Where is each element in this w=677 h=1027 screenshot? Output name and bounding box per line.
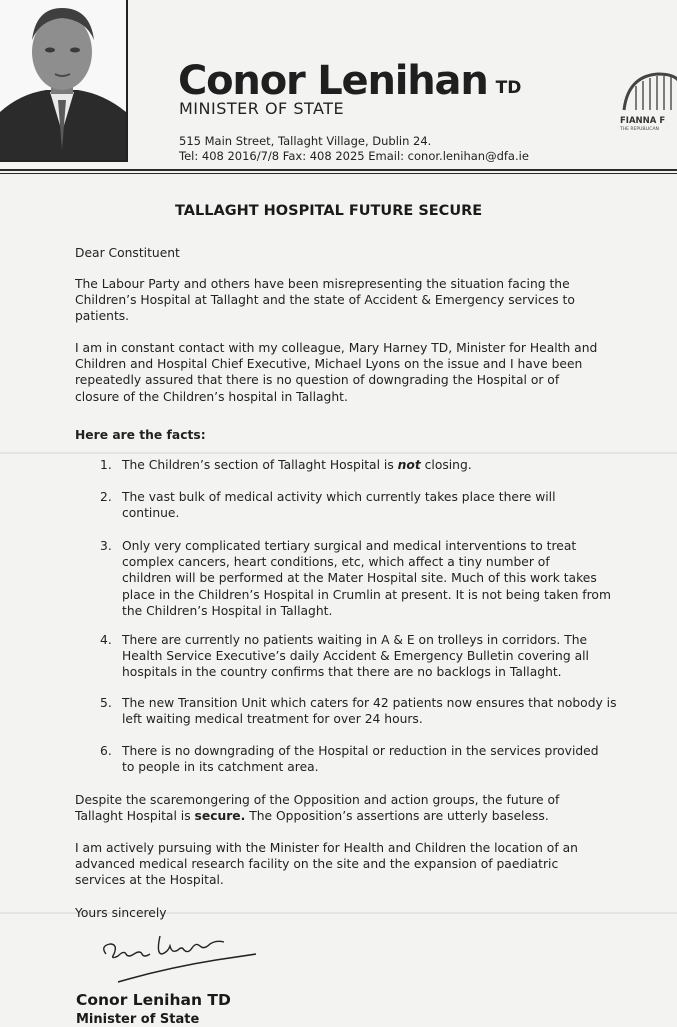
signoff-name: Conor Lenihan TD xyxy=(76,991,231,1009)
fact-line: There are currently no patients waiting in A & E on trolleys in corridors. The xyxy=(122,633,588,647)
harp-icon xyxy=(618,66,677,116)
fact-number: 4. xyxy=(100,633,112,647)
fact-line: to people in its catchment area. xyxy=(122,760,319,775)
fact-2 xyxy=(122,489,556,521)
signoff-title: Minister of State xyxy=(76,1012,200,1027)
fact-4 xyxy=(122,632,589,681)
paragraph-1 xyxy=(75,276,575,325)
fact-line: continue. xyxy=(122,506,180,521)
portrait-photo xyxy=(0,0,128,162)
facts-heading: Here are the facts: xyxy=(75,428,206,442)
paragraph-line: I am in constant contact with my colleague, Mary Harney TD, Minister for Health and xyxy=(75,341,598,355)
paragraph-2 xyxy=(75,340,597,405)
paragraph-line: patients. xyxy=(75,309,130,324)
logo-text: FIANNA F xyxy=(620,116,666,126)
name-suffix: TD xyxy=(495,78,522,98)
paragraph-line: services at the Hospital. xyxy=(75,873,224,888)
fact-6 xyxy=(122,743,599,775)
handwritten-signature xyxy=(96,924,266,984)
paper-fold-line xyxy=(0,452,677,454)
paragraph-3 xyxy=(75,792,559,824)
fact-line: Only very complicated tertiary surgical and medical interventions to treat xyxy=(122,539,577,553)
letterhead-title: MINISTER OF STATE xyxy=(179,99,345,118)
fact-number: 3. xyxy=(100,539,112,553)
fact-number: 5. xyxy=(100,696,112,710)
paragraph-line: The Labour Party and others have been misrepresenting the situation facing the xyxy=(75,277,570,291)
fact-number: 6. xyxy=(100,744,112,758)
logo-subtext: THE REPUBLICAN xyxy=(620,127,659,132)
paragraph-line: advanced medical research facility on the site and the expansion of paediatric xyxy=(75,857,559,872)
name-text: Conor Lenihan xyxy=(178,58,488,104)
paragraph-line: Despite the scaremongering of the Opposition and action groups, the future of xyxy=(75,793,560,807)
fact-line: place in the Children’s Hospital in Crumlin at present. It is not being taken from xyxy=(122,587,611,602)
fact-line: Health Service Executive’s daily Accident & Emergency Bulletin covering all xyxy=(122,649,589,664)
letterhead-name xyxy=(178,58,521,104)
fact-line: The new Transition Unit which caters for 42 patients now ensures that nobody is xyxy=(122,696,617,710)
paragraph-emphasis: secure. xyxy=(194,809,246,824)
fact-1 xyxy=(122,457,472,473)
fact-3 xyxy=(122,538,611,619)
fact-line: left waiting medical treatment for over 24 hours. xyxy=(122,712,423,727)
paragraph-text: Tallaght Hospital is xyxy=(75,809,195,824)
valediction: Yours sincerely xyxy=(75,906,167,920)
fact-number: 1. xyxy=(100,458,112,472)
paragraph-line: I am actively pursuing with the Minister for Health and Children the location of an xyxy=(75,841,578,855)
paragraph-line xyxy=(75,808,559,824)
paper-fold-line xyxy=(0,912,677,914)
fact-emphasis: not xyxy=(397,458,421,472)
letterhead-contact: Tel: 408 2016/7/8 Fax: 408 2025 Email: conor.lenihan@dfa.ie xyxy=(179,149,529,163)
fact-line: complex cancers, heart conditions, etc, which affect a tiny number of xyxy=(122,555,550,570)
party-logo xyxy=(618,66,677,146)
letter-headline: TALLAGHT HOSPITAL FUTURE SECURE xyxy=(175,203,483,219)
fact-line: The vast bulk of medical activity which currently takes place there will xyxy=(122,490,556,504)
paragraph-line: Children and Hospital Chief Executive, Michael Lyons on the issue and I have been xyxy=(75,357,583,372)
fact-line: There is no downgrading of the Hospital or reduction in the services provided xyxy=(122,744,599,758)
letterhead-address: 515 Main Street, Tallaght Village, Dublin 24. xyxy=(179,134,432,148)
fact-tail: closing. xyxy=(420,458,472,472)
paragraph-line: closure of the Children’s hospital in Tallaght. xyxy=(75,389,348,404)
paragraph-4 xyxy=(75,840,578,889)
salutation: Dear Constituent xyxy=(75,246,180,260)
fact-number: 2. xyxy=(100,490,112,504)
fact-line: the Children’s Hospital in Tallaght. xyxy=(122,603,333,618)
paragraph-line: repeatedly assured that there is no question of downgrading the Hospital or of xyxy=(75,373,560,388)
fact-line: hospitals in the country confirms that there are no backlogs in Tallaght. xyxy=(122,665,562,680)
paragraph-line: Children’s Hospital at Tallaght and the state of Accident & Emergency services to xyxy=(75,293,575,308)
fact-5 xyxy=(122,695,617,727)
paragraph-text: The Opposition’s assertions are utterly baseless. xyxy=(245,809,549,824)
fact-text: The Children’s section of Tallaght Hospital is xyxy=(122,458,398,472)
fact-line: children will be performed at the Mater Hospital site. Much of this work takes xyxy=(122,571,597,586)
header-rule xyxy=(0,169,677,174)
